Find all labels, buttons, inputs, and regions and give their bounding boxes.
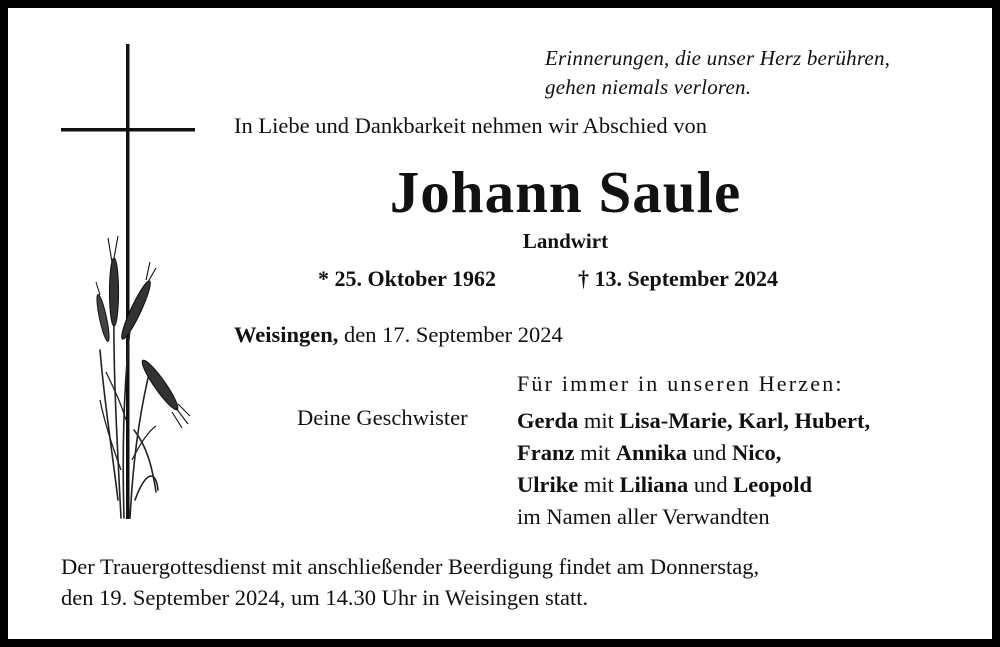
- mourner-name: Liliana: [619, 472, 689, 497]
- mourner-name: Lisa-Marie, Karl, Hubert,: [619, 408, 871, 433]
- place-name: Weisingen,: [234, 322, 339, 347]
- mourner-name: Franz: [517, 440, 575, 465]
- mourners-list: [517, 405, 870, 533]
- service-line-1: Der Trauergottesdienst mit anschließender Beerdigung findet am Donnerstag,: [61, 554, 760, 579]
- connector-text: und: [687, 440, 733, 465]
- connector-text: mit: [574, 440, 616, 465]
- service-announcement: [61, 551, 759, 613]
- connector-text: mit: [578, 472, 620, 497]
- mourners-line-2: [517, 437, 870, 469]
- intro-text: In Liebe und Dankbarkeit nehmen wir Abschied von: [234, 113, 707, 138]
- mourner-name: Nico,: [732, 440, 782, 465]
- quote-line-1: Erinnerungen, die unser Herz berühren,: [545, 46, 891, 70]
- death-date: † 13. September 2024: [578, 266, 779, 291]
- connector-text: und: [688, 472, 734, 497]
- mourner-name: Leopold: [733, 472, 813, 497]
- mourners-heading: Für immer in unseren Herzen:: [517, 371, 844, 396]
- mourners-line-4: im Namen aller Verwandten: [517, 504, 770, 529]
- quote-line-2: gehen niemals verloren.: [545, 75, 752, 99]
- mourners-signer: Deine Geschwister: [297, 405, 468, 430]
- deceased-occupation: Landwirt: [522, 229, 609, 253]
- cross-with-wheat-icon: [0, 0, 220, 540]
- mourner-name: Annika: [615, 440, 688, 465]
- place-and-date: [234, 322, 563, 348]
- mourners-line-1: [517, 405, 870, 437]
- memorial-quote: [545, 44, 890, 102]
- mourner-name: Ulrike: [517, 472, 579, 497]
- deceased-name: Johann Saule: [389, 159, 742, 225]
- notice-date: den 17. September 2024: [338, 322, 563, 347]
- connector-text: mit: [578, 408, 620, 433]
- mourner-name: Gerda: [517, 408, 579, 433]
- mourners-line-3: [517, 469, 870, 501]
- birth-date: * 25. Oktober 1962: [318, 266, 497, 291]
- service-line-2: den 19. September 2024, um 14.30 Uhr in Weisingen statt.: [61, 585, 589, 610]
